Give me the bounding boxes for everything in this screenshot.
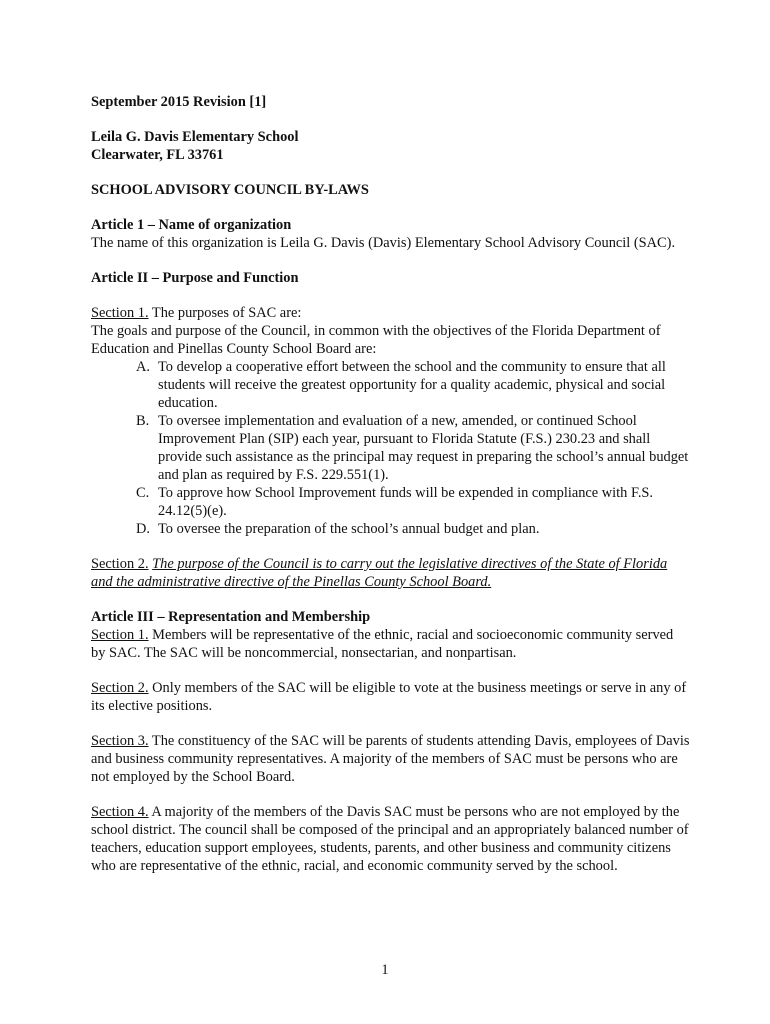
article-2-section-2 [91, 555, 691, 591]
section-text: A majority of the members of the Davis SAC must be persons who are not employed by the school district. The council shall be composed of the principal and an appropriately balanced number of teachers, education support employees, students, parents, and other business and community citizens who are representative of the ethnic, racial, and economic community served by the school. [91, 804, 689, 874]
article-3-section-3 [91, 732, 691, 786]
section-text: The purposes of SAC are: [148, 305, 302, 321]
list-marker: D. [136, 521, 150, 537]
article-3-heading: Article III – Representation and Membership [91, 609, 371, 625]
list-item-text: To develop a cooperative effort between the school and the community to ensure that all students will receive the greatest opportunity for a quality academic, physical and social education. [158, 359, 666, 411]
document-title: SCHOOL ADVISORY COUNCIL BY-LAWS [91, 182, 369, 198]
document-body [91, 93, 691, 875]
list-item-text: To oversee the preparation of the school’s annual budget and plan. [158, 521, 540, 537]
purpose-list [91, 358, 691, 538]
article-2-heading: Article II – Purpose and Function [91, 270, 299, 286]
list-item [136, 484, 691, 520]
article-3-section-2 [91, 679, 691, 715]
article-3-section-4 [91, 803, 691, 875]
article-1-text: The name of this organization is Leila G. Davis (Davis) Elementary School Advisory Council (SAC). [91, 235, 676, 251]
list-item [136, 520, 691, 538]
section-label: Section 1. [91, 305, 149, 321]
section-text: Only members of the SAC will be eligible to vote at the business meetings or serve in any of its elective positions. [91, 680, 687, 714]
article-2-intro: The goals and purpose of the Council, in common with the objectives of the Florida Department of Education and Pinellas County School Board are: [91, 323, 661, 357]
list-item-text: To approve how School Improvement funds will be expended in compliance with F.S. 24.12(5)(e). [158, 485, 654, 519]
revision-line: September 2015 Revision [1] [91, 94, 267, 110]
school-address: Clearwater, FL 33761 [91, 147, 224, 163]
article-3-section-1 [91, 626, 691, 662]
list-item [136, 358, 691, 412]
section-label: Section 2. [91, 680, 149, 696]
section-text: The purpose of the Council is to carry out the legislative directives of the State of Florida and the administrative directive of the Pinellas County School Board. [91, 556, 668, 590]
article-2-section-1 [91, 304, 691, 322]
section-text: The constituency of the SAC will be parents of students attending Davis, employees of Davis and business community representatives. A majority of the members of SAC must be persons who are not employed by the School Board. [91, 733, 690, 785]
list-marker: C. [136, 485, 150, 501]
section-label: Section 4. [91, 804, 149, 820]
list-item [136, 412, 691, 484]
section-label: Section 1. [91, 627, 149, 643]
list-marker: B. [136, 413, 150, 429]
article-1-heading: Article 1 – Name of organization [91, 217, 292, 233]
list-marker: A. [136, 359, 150, 375]
list-item-text: To oversee implementation and evaluation of a new, amended, or continued School Improvement Plan (SIP) each year, pursuant to Florida Statute (F.S.) 230.23 and shall provide such assistance as the principal may request in preparing the school’s annual budget and plan as required by F.S. 229.551(1). [158, 413, 689, 483]
school-name: Leila G. Davis Elementary School [91, 129, 299, 145]
section-label: Section 3. [91, 733, 149, 749]
section-label: Section 2. [91, 556, 149, 572]
page-number: 1 [381, 962, 389, 978]
section-text: Members will be representative of the ethnic, racial and socioeconomic community served by SAC. The SAC will be noncommercial, nonsectarian, and nonpartisan. [91, 627, 674, 661]
